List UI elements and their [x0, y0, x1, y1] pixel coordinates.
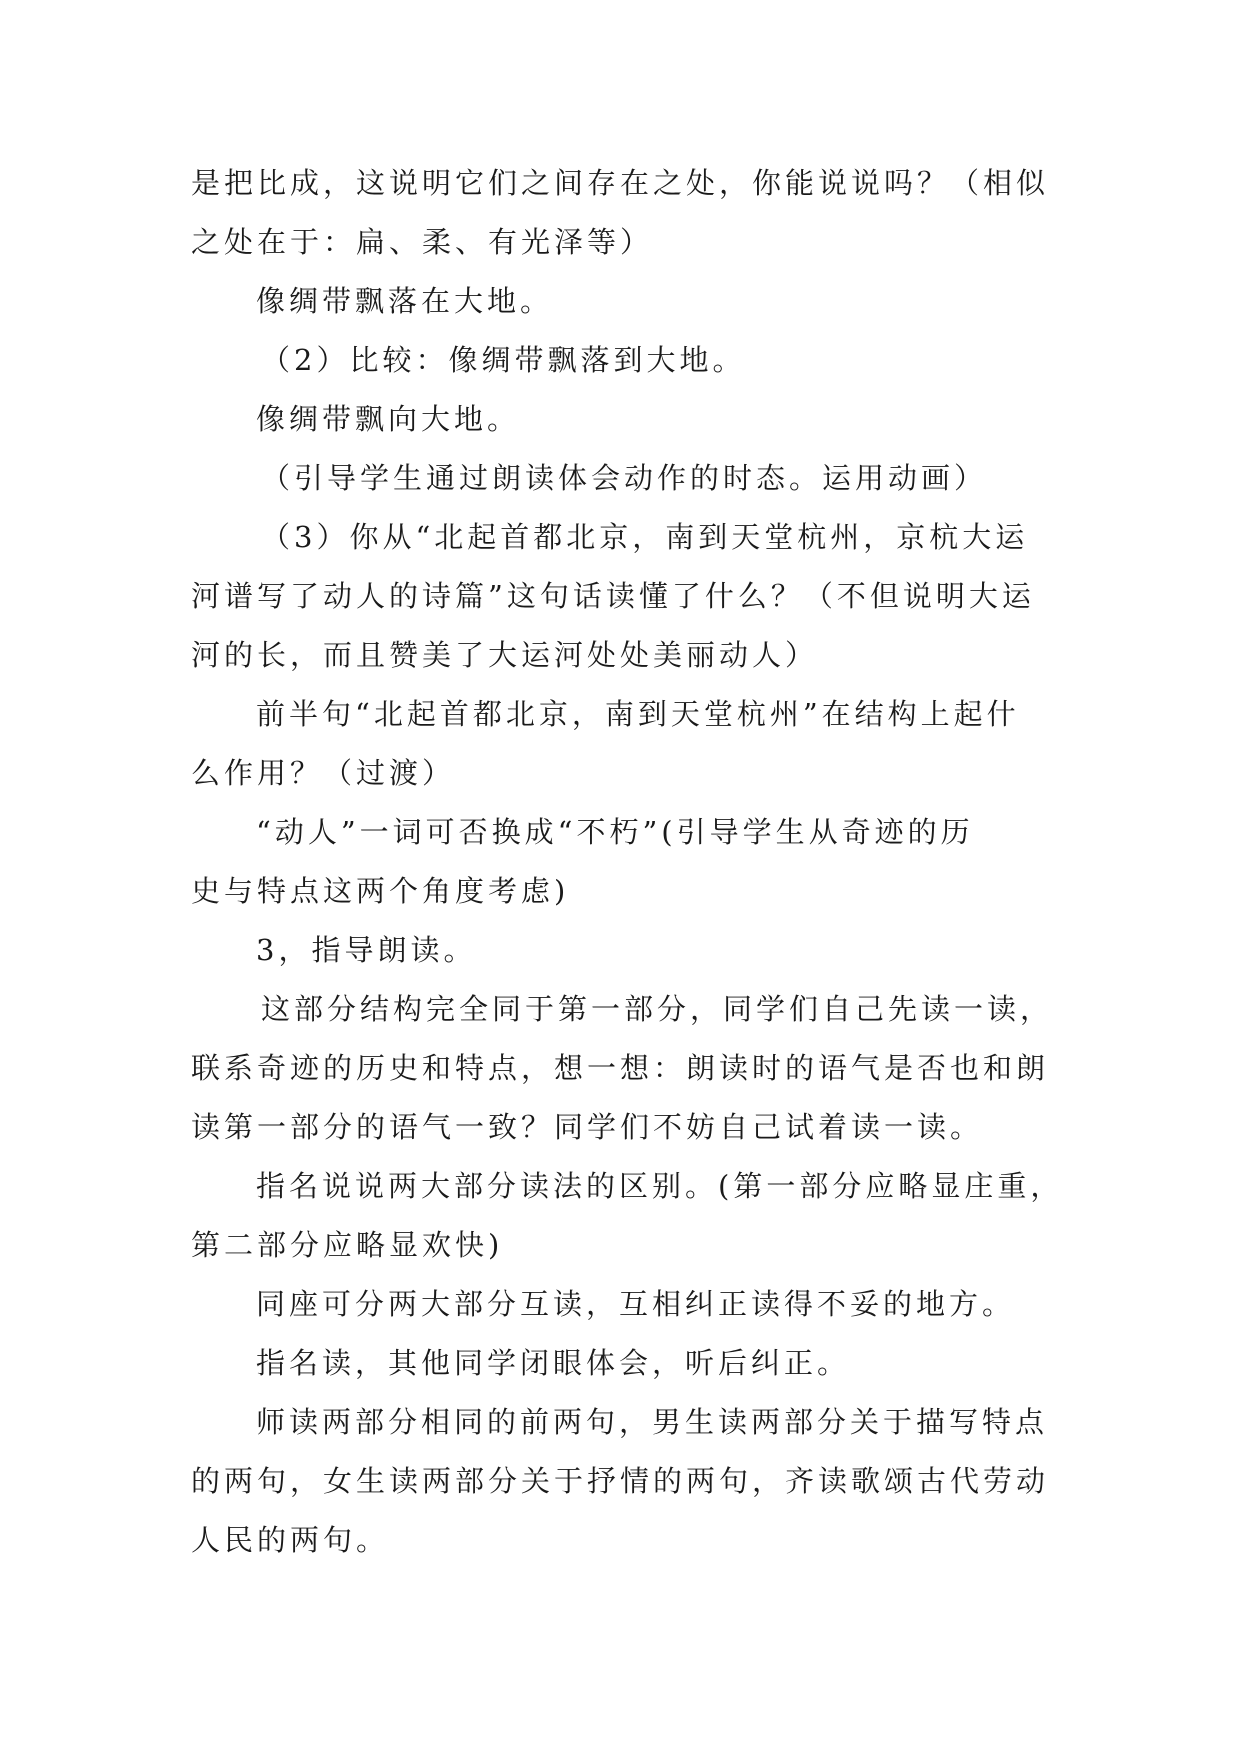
text-line: 么作用？（过渡）	[191, 756, 456, 790]
text-line: 河谱写了动人的诗篇”这句话读懂了什么？（不但说明大运	[191, 579, 1035, 613]
text-line: （3）你从“北起首都北京，南到天堂杭州，京杭大运	[261, 520, 1029, 554]
text-line: 的两句，女生读两部分关于抒情的两句，齐读歌颂古代劳动	[191, 1464, 1050, 1498]
text-line: （2）比较：像绸带飘落到大地。	[261, 343, 746, 377]
document-body	[191, 154, 1071, 1570]
text-line: 3，指导朗读。	[256, 933, 477, 967]
text-line: 第二部分应略显欢快)	[191, 1228, 504, 1262]
text-line: 联系奇迹的历史和特点，想一想：朗读时的语气是否也和朗	[191, 1051, 1050, 1085]
text-line: 人民的两句。	[191, 1523, 390, 1557]
text-line: 师读两部分相同的前两句，男生读两部分关于描写特点	[256, 1405, 1049, 1439]
text-line: 这部分结构完全同于第一部分，同学们自己先读一读，	[261, 992, 1054, 1026]
text-line: 同座可分两大部分互读，互相纠正读得不妥的地方。	[256, 1287, 1016, 1321]
text-line: “动人”一词可否换成“不朽”(引导学生从奇迹的历	[256, 815, 974, 849]
text-line: 读第一部分的语气一致？同学们不妨自己试着读一读。	[191, 1110, 984, 1144]
text-line: 指名说说两大部分读法的区别。(第一部分应略显庄重，	[256, 1169, 1064, 1203]
text-line: 像绸带飘向大地。	[256, 402, 521, 436]
text-line: 是把比成，这说明它们之间存在之处，你能说说吗？（相似	[191, 166, 1050, 200]
text-line: 像绸带飘落在大地。	[256, 284, 554, 318]
text-line: （引导学生通过朗读体会动作的时态。运用动画）	[261, 461, 988, 495]
text-line: 指名读，其他同学闭眼体会，听后纠正。	[256, 1346, 851, 1380]
text-line: 河的长，而且赞美了大运河处处美丽动人）	[191, 638, 819, 672]
text-line: 前半句“北起首都北京，南到天堂杭州”在结构上起什	[256, 697, 1020, 731]
text-line: 史与特点这两个角度考虑)	[191, 874, 570, 908]
text-line: 之处在于：扁、柔、有光泽等）	[191, 225, 654, 259]
